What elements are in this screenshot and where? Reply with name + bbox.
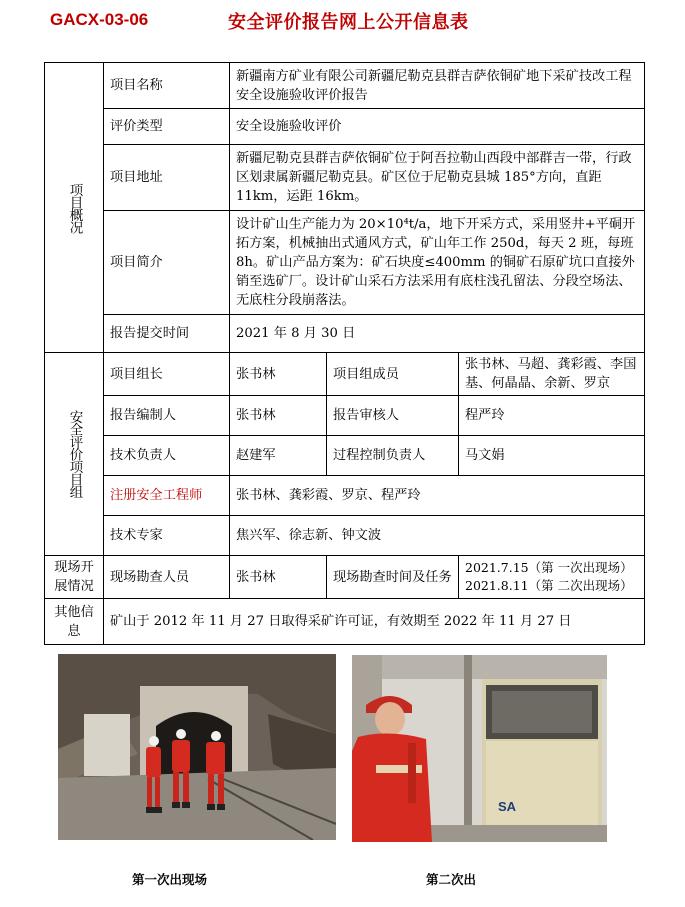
- value-project-name: 新疆南方矿业有限公司新疆尼勒克县群吉萨依铜矿地下采矿技改工程安全设施验收评价报告: [230, 63, 645, 109]
- value-survey-time: [459, 556, 645, 599]
- value-project-intro: 设计矿山生产能力为 20×10⁴t/a，地下开采方式，采用竖井+平硐开拓方案，机械抽出式通风方式，矿山年工作 250d，每天 2 班，每班 8h。矿山产品方案为：矿石块度≤400mm 的铜矿石原矿坑口直接外销至选矿厂。设计矿山采石方法采用有底柱浅孔留法、分段空场法、无底柱分段崩落法。: [230, 211, 645, 315]
- value-project-address: 新疆尼勒克县群吉萨依铜矿位于阿吾拉勒山西段中部群吉一带，行政区划隶属新疆尼勒克县。矿区位于尼勒克县城 185°方向，直距 11km，运距 16km。: [230, 145, 645, 211]
- photo-caption-2: 第二次出: [426, 872, 477, 887]
- section-site-work: 现场开展情况: [45, 556, 104, 599]
- label-process-control: 过程控制负责人: [327, 436, 459, 476]
- value-other-info: 矿山于 2012 年 11 月 27 日取得采矿许可证，有效期至 2022 年 11 月 27 日: [104, 599, 645, 645]
- label-project-intro: 项目简介: [104, 211, 230, 315]
- value-process-control: 马文娟: [459, 436, 645, 476]
- label-tech-lead: 技术负责人: [104, 436, 230, 476]
- value-team-members: 张书林、马超、龚彩霞、李国基、何晶晶、余新、罗京: [459, 353, 645, 396]
- label-site-surveyor: 现场勘查人员: [104, 556, 230, 599]
- label-safety-engineers: 注册安全工程师: [104, 476, 230, 516]
- info-table: [44, 62, 645, 645]
- label-tech-experts: 技术专家: [104, 516, 230, 556]
- label-team-members: 项目组成员: [327, 353, 459, 396]
- page-title: 安全评价报告网上公开信息表: [228, 12, 469, 33]
- value-safety-engineers: 张书林、龚彩霞、罗京、程严玲: [230, 476, 645, 516]
- value-team-leader: 张书林: [230, 353, 327, 396]
- section-overview: 项目概况: [45, 63, 104, 353]
- photo-caption-1: 第一次出现场: [132, 872, 208, 887]
- survey-visit-2: 2021.8.11（第 二次出现场）: [465, 578, 633, 593]
- compressor-room-image: [352, 655, 607, 842]
- label-survey-time: 现场勘查时间及任务: [327, 556, 459, 599]
- compressor-brand-label: SA: [498, 799, 517, 814]
- section-other-info: 其他信息: [45, 599, 104, 645]
- site-photo-1: [58, 654, 336, 840]
- value-tech-experts: 焦兴军、徐志新、钟文波: [230, 516, 645, 556]
- section-team: 安全评价项目组: [45, 353, 104, 556]
- label-project-address: 项目地址: [104, 145, 230, 211]
- label-submit-date: 报告提交时间: [104, 315, 230, 353]
- value-report-author: 张书林: [230, 396, 327, 436]
- value-site-surveyor: 张书林: [230, 556, 327, 599]
- value-evaluation-type: 安全设施验收评价: [230, 109, 645, 145]
- value-report-reviewer: 程严玲: [459, 396, 645, 436]
- label-project-name: 项目名称: [104, 63, 230, 109]
- value-tech-lead: 赵建军: [230, 436, 327, 476]
- label-report-reviewer: 报告审核人: [327, 396, 459, 436]
- site-photo-2: [352, 655, 607, 842]
- survey-visit-1: 2021.7.15（第 一次出现场）: [465, 560, 633, 575]
- document-code: GACX-03-06: [50, 10, 149, 29]
- label-team-leader: 项目组长: [104, 353, 230, 396]
- label-evaluation-type: 评价类型: [104, 109, 230, 145]
- tunnel-entrance-image: [58, 654, 336, 840]
- value-submit-date: 2021 年 8 月 30 日: [230, 315, 645, 353]
- label-report-author: 报告编制人: [104, 396, 230, 436]
